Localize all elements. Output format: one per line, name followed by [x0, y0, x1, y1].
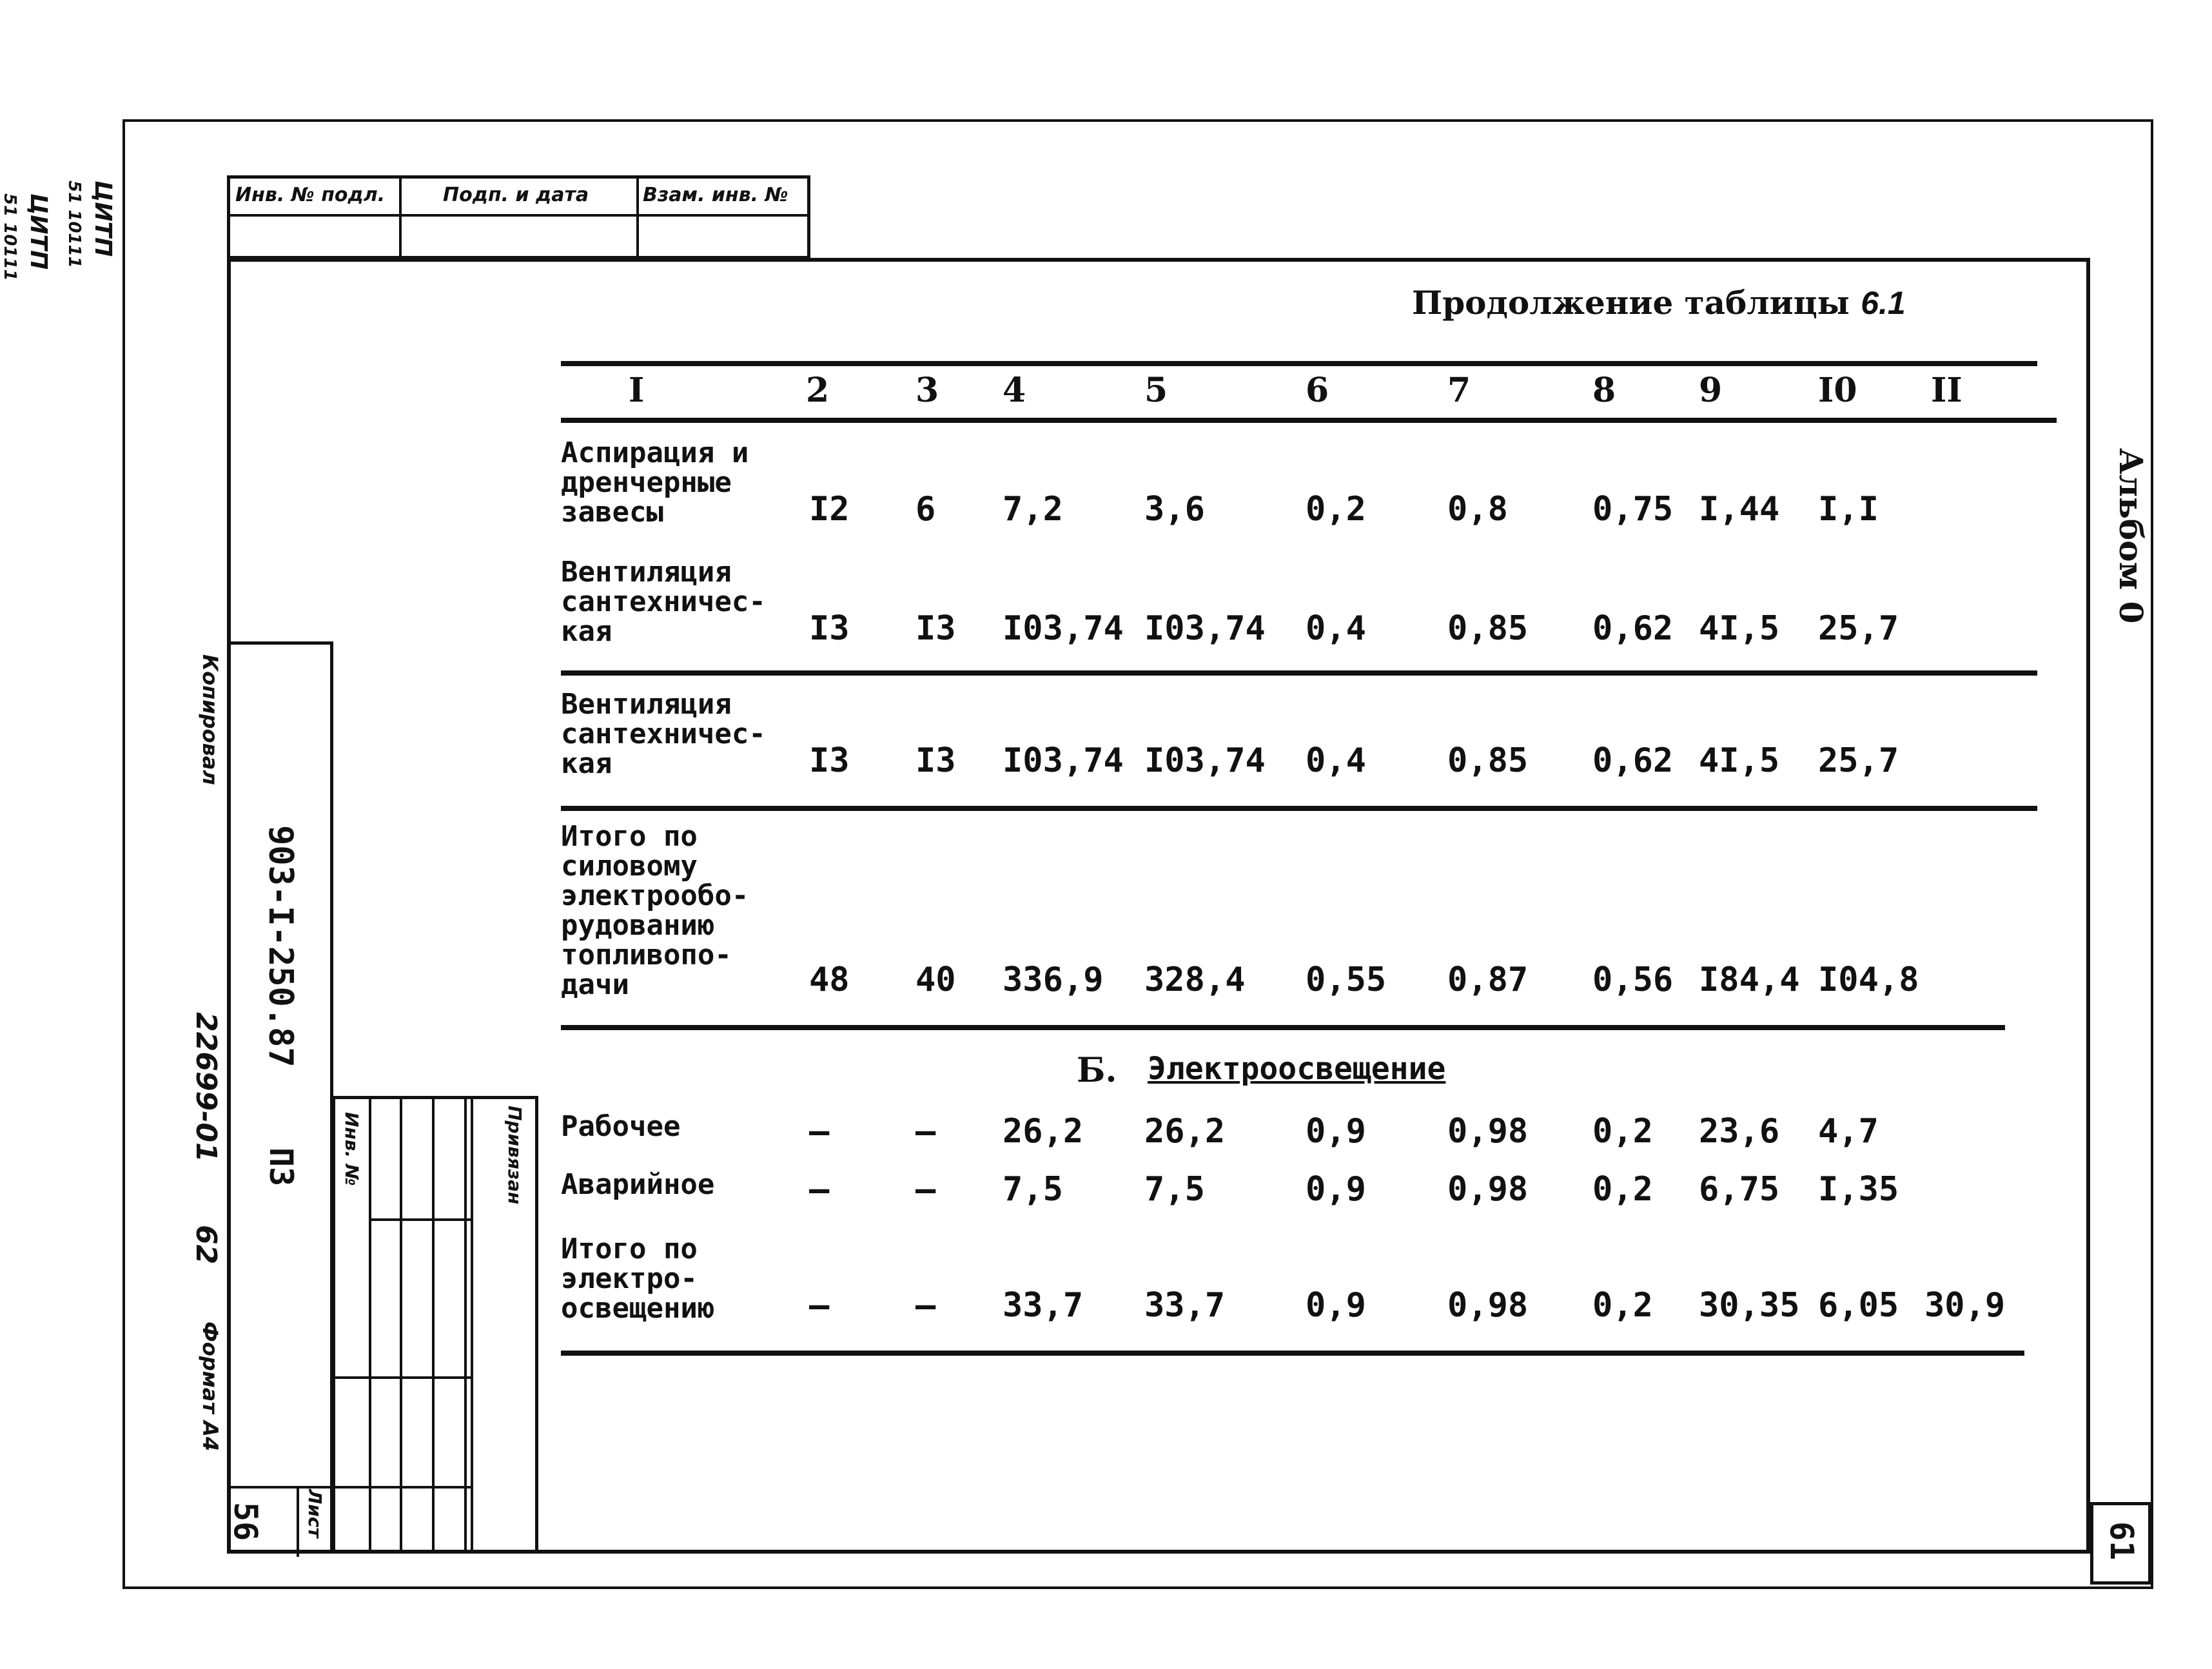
col-header-11: II	[1931, 371, 1962, 410]
row-5-col-5: 26,2	[1144, 1112, 1226, 1151]
row-3-col-6: 0,4	[1306, 741, 1366, 780]
col-header-7: 7	[1447, 371, 1471, 410]
row-3-col-5: I03,74	[1144, 741, 1266, 780]
row-6-col-8: 0,2	[1592, 1170, 1653, 1209]
col-header-8: 8	[1592, 371, 1616, 410]
row-2-col-6: 0,4	[1306, 609, 1366, 648]
rule-2	[561, 670, 2037, 676]
row-3-col-7: 0,85	[1447, 741, 1529, 780]
rule-bottom	[561, 1351, 2024, 1356]
row-2-col-4: I03,74	[1003, 609, 1124, 648]
rule-4	[561, 1025, 2005, 1030]
row-5-col-8: 0,2	[1592, 1112, 1653, 1151]
row-3-col-9: 4I,5	[1699, 741, 1780, 780]
caption-text: Продолжение таблицы	[1412, 284, 1850, 322]
row-3-col-3: I3	[915, 741, 956, 780]
row-6-col-3: –	[915, 1170, 936, 1209]
row-1-col-4: 7,2	[1003, 490, 1063, 529]
side-pz: ПЗ	[262, 1147, 300, 1187]
row-6-col-7: 0,98	[1447, 1170, 1529, 1209]
row-4-col-2: 48	[809, 961, 850, 999]
row-2-col-2: I3	[809, 609, 850, 648]
side-sheet-label: Лист	[304, 1489, 326, 1538]
col-header-9: 9	[1699, 371, 1723, 410]
row-6-col-2: –	[809, 1170, 830, 1209]
binding-privyazan: Привязан	[504, 1106, 525, 1205]
col-header-4: 4	[1003, 371, 1026, 410]
caption-number: 6.1	[1861, 285, 1906, 321]
row-5-col-4: 26,2	[1003, 1112, 1084, 1151]
row-7-col-9: 30,35	[1699, 1286, 1800, 1325]
row-6-col-9: 6,75	[1699, 1170, 1780, 1209]
row-4-name: Итого по силовому электрообо- рудованию топливопо- дачи	[561, 820, 749, 1001]
row-7-col-6: 0,9	[1306, 1286, 1366, 1325]
row-4-col-6: 0,55	[1306, 961, 1387, 999]
album-label: Альбом 0	[2112, 448, 2150, 624]
side-page62: 62	[190, 1225, 222, 1265]
col-header-1: I	[629, 371, 645, 410]
col-header-2: 2	[806, 371, 830, 410]
row-1-col-7: 0,8	[1447, 490, 1508, 529]
section-title: Электроосвещение	[1148, 1051, 1446, 1087]
row-4-col-9: I84,4	[1699, 961, 1800, 999]
row-3-col-4: I03,74	[1003, 741, 1124, 780]
row-7-col-11: 30,9	[1924, 1286, 2006, 1325]
side-doc-code: 903-I-250.87	[261, 825, 300, 1068]
margin-code-3: ЦИТП	[25, 193, 52, 270]
side-sheet-no: 56	[227, 1502, 264, 1541]
row-5-col-6: 0,9	[1306, 1112, 1366, 1151]
section-letter: Б.	[1077, 1051, 1117, 1090]
row-2-name: Вентиляция сантехничес- кая	[561, 556, 766, 648]
top-stamp	[227, 175, 810, 259]
row-5-col-10: 4,7	[1818, 1112, 1879, 1151]
row-7-col-7: 0,98	[1447, 1286, 1529, 1325]
row-6-col-6: 0,9	[1306, 1170, 1366, 1209]
row-7-col-3: –	[915, 1286, 936, 1325]
rule-header	[561, 418, 2057, 423]
col-header-3: 3	[915, 371, 939, 410]
row-1-col-9: I,44	[1699, 490, 1780, 529]
row-5-col-2: –	[809, 1112, 830, 1151]
row-1-col-5: 3,6	[1144, 490, 1205, 529]
margin-code-4: 51 10111	[0, 193, 19, 281]
row-6-col-5: 7,5	[1144, 1170, 1205, 1209]
row-7-col-5: 33,7	[1144, 1286, 1226, 1325]
row-2-col-10: 25,7	[1818, 609, 1899, 648]
side-format: Формат А4	[198, 1322, 222, 1452]
row-1-col-2: I2	[809, 490, 850, 529]
table-caption	[1412, 284, 1906, 322]
row-4-col-3: 40	[915, 961, 956, 999]
row-2-col-5: I03,74	[1144, 609, 1266, 648]
rule-top	[561, 361, 2037, 366]
row-5-col-7: 0,98	[1447, 1112, 1529, 1151]
row-3-col-10: 25,7	[1818, 741, 1899, 780]
row-5-col-9: 23,6	[1699, 1112, 1780, 1151]
row-5-name: Рабочее	[561, 1110, 681, 1143]
margin-code-2: 51 10111	[64, 181, 84, 268]
row-6-name: Аварийное	[561, 1168, 715, 1201]
side-number: 22699-01	[190, 1012, 222, 1162]
row-4-col-5: 328,4	[1144, 961, 1246, 999]
row-6-col-4: 7,5	[1003, 1170, 1063, 1209]
row-4-col-8: 0,56	[1592, 961, 1674, 999]
stamp-inv-podl: Инв. № подл.	[235, 184, 386, 206]
row-2-col-7: 0,85	[1447, 609, 1529, 648]
binding-inv-no: Инв. №	[341, 1112, 362, 1186]
stamp-podp-data: Подп. и дата	[443, 184, 589, 206]
col-header-10: I0	[1818, 371, 1857, 410]
row-7-col-4: 33,7	[1003, 1286, 1084, 1325]
row-1-col-8: 0,75	[1592, 490, 1674, 529]
row-1-col-10: I,I	[1818, 490, 1879, 529]
stamp-vzam-inv: Взам. инв. №	[643, 184, 788, 206]
row-7-col-8: 0,2	[1592, 1286, 1653, 1325]
row-3-name: Вентиляция сантехничес- кая	[561, 688, 766, 780]
row-6-col-10: I,35	[1818, 1170, 1899, 1209]
row-7-col-10: 6,05	[1818, 1286, 1899, 1325]
row-3-col-8: 0,62	[1592, 741, 1674, 780]
row-2-col-9: 4I,5	[1699, 609, 1780, 648]
row-4-col-4: 336,9	[1003, 961, 1104, 999]
row-1-col-3: 6	[915, 490, 936, 529]
rule-3	[561, 806, 2037, 811]
row-3-col-2: I3	[809, 741, 850, 780]
col-header-5: 5	[1144, 371, 1168, 410]
side-block	[227, 641, 333, 1554]
row-4-col-10: I04,8	[1818, 961, 1919, 999]
row-7-col-2: –	[809, 1286, 830, 1325]
row-2-col-8: 0,62	[1592, 609, 1674, 648]
row-2-col-3: I3	[915, 609, 956, 648]
margin-code-1: ЦИТП	[90, 181, 116, 257]
row-1-col-6: 0,2	[1306, 490, 1366, 529]
row-7-name: Итого по электро- освещению	[561, 1233, 715, 1325]
row-1-name: Аспирация и дренчерные завесы	[561, 436, 749, 529]
side-kopiroval: Копировал	[198, 654, 222, 785]
page-number: 61	[2103, 1521, 2140, 1561]
col-header-6: 6	[1306, 371, 1329, 410]
row-4-col-7: 0,87	[1447, 961, 1529, 999]
row-5-col-3: –	[915, 1112, 936, 1151]
